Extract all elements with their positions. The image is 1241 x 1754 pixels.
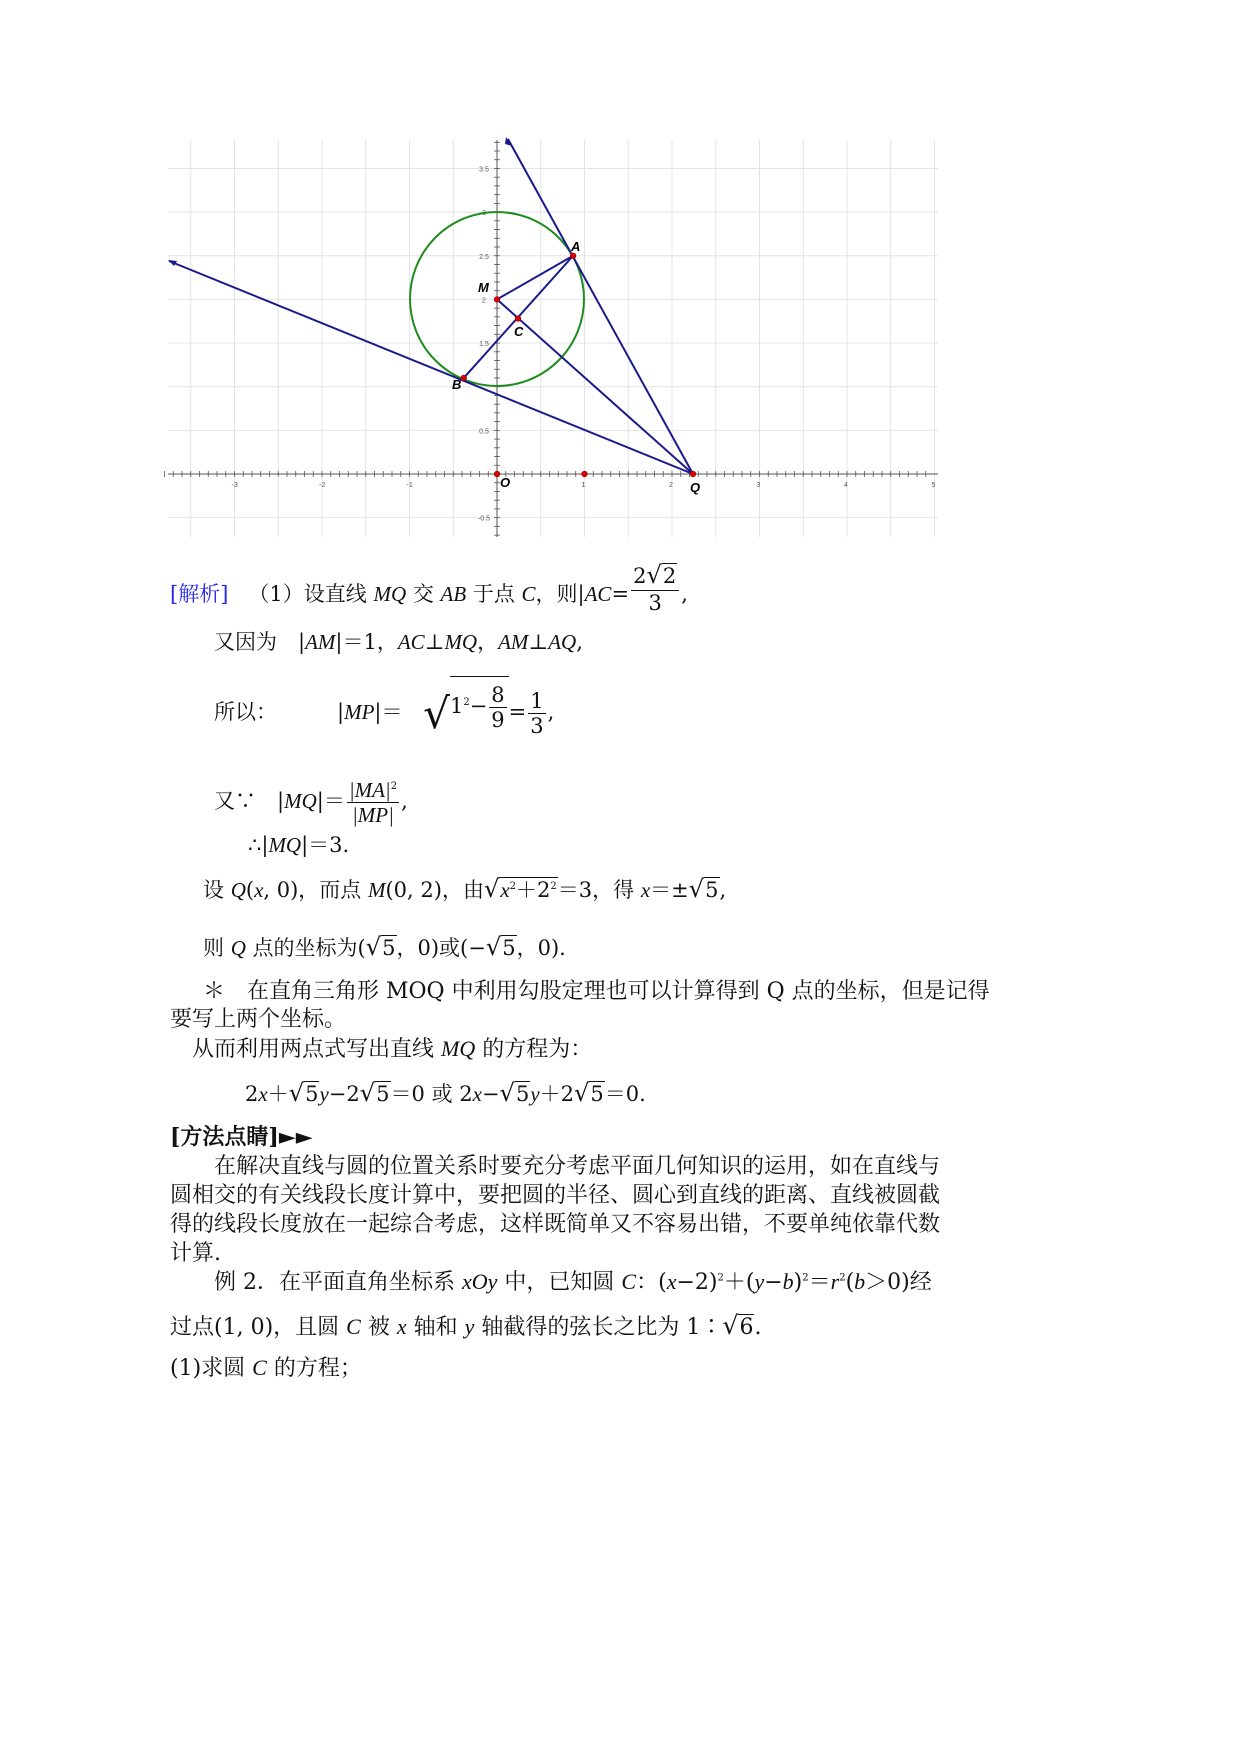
text: ,	[401, 789, 408, 814]
math: AM	[305, 630, 336, 654]
solution-line-3	[214, 682, 555, 739]
sqrt: √5	[499, 1079, 530, 1107]
point-u	[582, 471, 588, 477]
math: MP	[344, 700, 375, 725]
text: 于点	[466, 581, 522, 606]
text: =	[611, 581, 630, 606]
text: ,	[576, 630, 583, 654]
text: |＝3.	[301, 833, 350, 857]
tangent-line-qa	[508, 139, 693, 474]
solution-line-1	[170, 561, 688, 615]
text: (	[245, 878, 255, 902]
arrowhead-icon	[168, 260, 177, 266]
fraction: $\frac{|MA|^2}{|MP|}$	[348, 778, 398, 828]
point-m	[494, 297, 500, 303]
solution-line-8	[192, 1038, 592, 1061]
math: M	[367, 878, 386, 902]
example-line-1: 例 2．在平面直角坐标系 xOy 中，已知圆 C：$(x-2)^2+(y-b)^2=r^2(b>0)$经	[214, 1269, 932, 1295]
method-title: [方法点睛]►►	[170, 1124, 313, 1150]
math: MQ	[444, 630, 478, 654]
arrowhead-icon	[505, 137, 512, 146]
text: ，则|	[535, 581, 585, 606]
label-q: Q	[690, 480, 701, 495]
fraction	[631, 562, 679, 615]
text: 3	[648, 590, 662, 615]
text: ，	[477, 630, 499, 654]
tangent-line-qb	[169, 261, 693, 474]
equation-line: 2x＋√5y−2√5＝0 或 2x−√5y＋2√5＝0.	[245, 1079, 646, 1107]
text: 2	[633, 564, 647, 588]
text: ⊥	[528, 630, 549, 654]
solution-line-7	[203, 935, 566, 959]
math: Q	[230, 878, 246, 902]
y-tick-label: 1.5	[479, 341, 489, 349]
geometry-figure	[0, 0, 1241, 560]
segment-ma	[497, 256, 573, 300]
text: ∴|	[248, 833, 269, 857]
math: AM	[498, 630, 529, 654]
x-tick-label: 5	[931, 482, 936, 489]
text: ＝±	[650, 878, 689, 902]
y-tick-label: 2.5	[479, 253, 489, 261]
text: ,	[547, 700, 555, 725]
y-tick-label: 0.5	[479, 428, 489, 436]
label-o: O	[500, 475, 511, 490]
y-tick-label: 3	[482, 210, 486, 218]
math: x	[640, 878, 651, 902]
sqrt: √5	[485, 933, 516, 961]
point-o	[494, 471, 500, 477]
sqrt: √5	[359, 1079, 390, 1107]
text: ＝3，得	[557, 878, 641, 902]
note-line: ＊ 在直角三角形 MOQ 中利用勾股定理也可以计算得到 Q 点的坐标，但是记得	[203, 979, 990, 1004]
radical: √	[646, 561, 662, 589]
text: 1	[449, 693, 464, 718]
math: MQ	[268, 833, 302, 857]
x-tick-label: -3	[231, 482, 238, 489]
note-line-2: 要写上两个坐标。	[170, 1007, 347, 1032]
sqrt: √5	[574, 1079, 604, 1107]
math: AB	[440, 581, 467, 606]
text: 所以：	[214, 700, 277, 725]
sqrt: √5	[288, 1079, 319, 1107]
example-question-1: (1)求圆 C 的方程；	[170, 1355, 362, 1381]
text: |＝1，	[335, 630, 398, 654]
x-tick-label: 1	[581, 482, 586, 489]
fraction: $\frac{1}{3}$	[530, 689, 544, 739]
text: =	[508, 700, 527, 725]
math: MQ	[284, 789, 317, 814]
sqrt: √5	[365, 933, 396, 961]
text: （1）设直线	[248, 581, 374, 606]
label-a: A	[571, 239, 581, 254]
text: 设	[203, 878, 231, 902]
text: |	[337, 700, 345, 725]
x-tick-label: 2	[669, 482, 673, 489]
x-tick-label: 4	[844, 482, 848, 489]
text: (0, 2)，由	[385, 878, 484, 902]
text: −	[469, 693, 488, 718]
math: MQ	[441, 1036, 476, 1061]
y-tick-label: 3.5	[479, 166, 489, 174]
sqrt: $√x^2+2^2$	[483, 875, 557, 903]
text: 2	[662, 564, 677, 588]
points	[461, 253, 696, 477]
text: ⊥	[424, 630, 445, 654]
x-tick-label: 3	[756, 482, 761, 489]
math: x	[254, 878, 264, 902]
point-c	[515, 316, 521, 322]
sqrt: √5	[688, 875, 719, 903]
text: 点的坐标为(	[245, 936, 366, 960]
text: 则	[203, 936, 231, 960]
math: AC	[584, 581, 612, 606]
x-tick-label: -2	[319, 482, 326, 489]
solution-line-5	[248, 835, 349, 856]
point-b	[461, 375, 467, 381]
y-tick-label: -0.5	[477, 515, 491, 523]
text: ,	[719, 878, 727, 902]
sqrt	[646, 562, 677, 590]
y-tick-label: 2	[482, 297, 486, 305]
axes	[165, 140, 939, 537]
text: 又因为 |	[214, 630, 306, 654]
math: Q	[230, 936, 246, 960]
exponent: 2	[463, 696, 470, 708]
text: ，0).	[516, 936, 566, 960]
example-line-2: 过点(1, 0)，且圆 C 被 x 轴和 y 轴截得的弦长之比为 1∶√6.	[170, 1311, 762, 1340]
grid	[168, 140, 938, 537]
label-b: B	[452, 377, 462, 392]
solution-tag: [解析]	[170, 581, 229, 606]
text: ，0)或(−	[396, 936, 486, 960]
solution-line-2	[214, 632, 583, 653]
label-c: C	[514, 324, 524, 339]
point-q	[690, 471, 696, 477]
math: AC	[397, 630, 425, 654]
radical: √	[423, 688, 450, 738]
text: 又∵ |	[214, 789, 285, 814]
sqrt: √6	[722, 1311, 754, 1340]
text: |＝	[374, 700, 403, 725]
math: AQ	[548, 630, 577, 654]
solution-line-4	[214, 778, 408, 827]
fraction: $\frac{8}{9}$	[491, 682, 505, 732]
text: 交	[406, 581, 441, 606]
x-tick-label: -1	[406, 482, 413, 489]
label-m: M	[478, 280, 489, 295]
method-text: 在解决直线与圆的位置关系时要充分考虑平面几何知识的运用，如在直线与圆相交的有关线段长度计算中，要把圆的半径、圆心到直线的距离、直线被圆截得的线段长度放在一起综合考虑，这样既简单又不容易出错，不要单纯依靠代数计算.	[170, 1154, 941, 1266]
text: 的方程为：	[475, 1037, 593, 1062]
math: MQ	[373, 581, 407, 606]
text: 从而利用两点式写出直线	[192, 1037, 441, 1062]
text: ,	[681, 581, 688, 606]
line-segments	[168, 137, 693, 474]
text: |＝	[316, 789, 345, 814]
solution-line-6	[203, 877, 726, 901]
math: C	[521, 581, 536, 606]
text: , 0)，而点	[263, 878, 368, 902]
